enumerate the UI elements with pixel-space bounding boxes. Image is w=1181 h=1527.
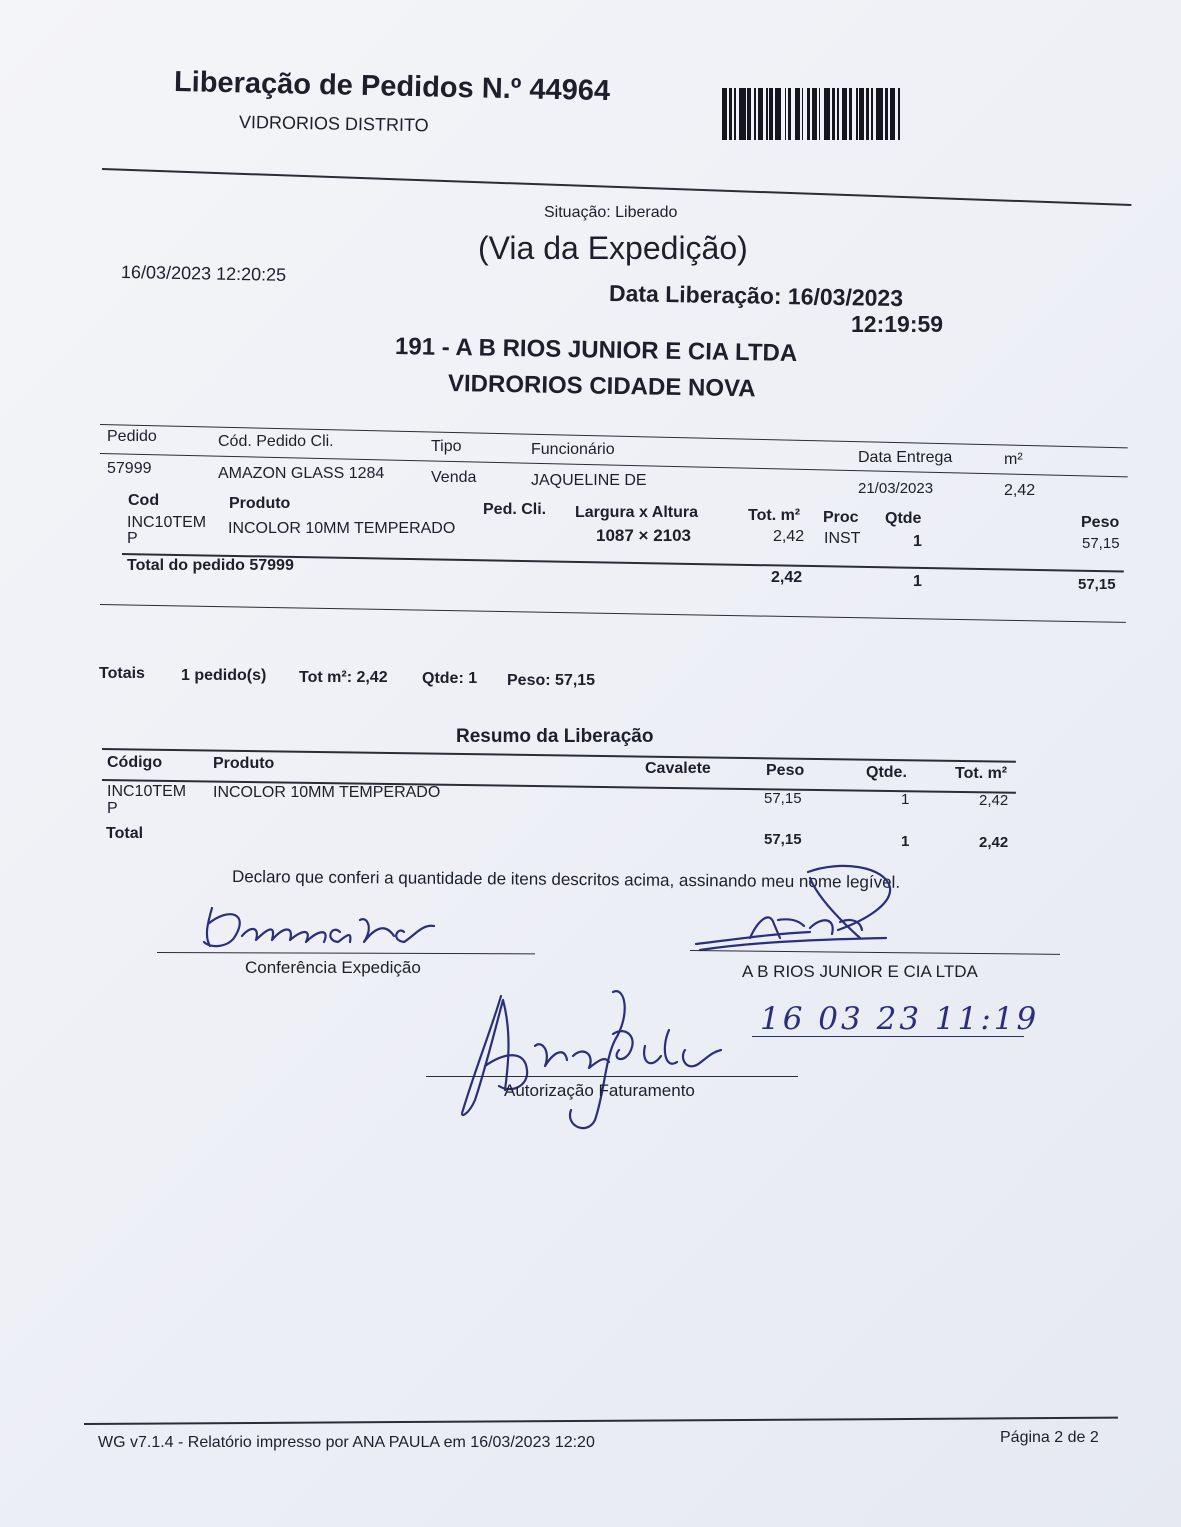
cell-data-entrega: 21/03/2023 <box>858 480 934 497</box>
summary-header-cavalete: Cavalete <box>645 760 711 777</box>
copy-type: (Via da Expedição) <box>478 230 748 266</box>
item-dimensions: 1087 × 2103 <box>596 526 692 545</box>
barcode <box>722 88 902 140</box>
item-tot-m2: 2,42 <box>773 528 805 545</box>
cell-funcionario: JAQUELINE DE <box>531 472 647 489</box>
order-total-qtde: 1 <box>913 573 922 590</box>
item-header-ped-cli: Ped. Cli. <box>483 501 547 518</box>
release-time: 12:19:59 <box>851 311 944 337</box>
cell-tipo: Venda <box>431 469 477 486</box>
totals-label: Totais <box>99 665 145 682</box>
cell-cod-pedido-cli: AMAZON GLASS 1284 <box>218 465 385 482</box>
summary-header-tot-m2: Tot. m² <box>955 765 1008 782</box>
signature-company-mark <box>690 858 910 958</box>
footer-printed-by: WG v7.1.4 - Relatório impresso por ANA PAULA em 16/03/2023 12:20 <box>98 1434 595 1451</box>
declaration-text: Declaro que conferi a quantidade de itens descritos acima, assinando meu nome legível. <box>231 867 901 892</box>
branch-name: VIDRORIOS DISTRITO <box>238 112 429 136</box>
signature-ana-paula <box>455 990 735 1135</box>
col-header-m2: m² <box>1004 451 1023 468</box>
summary-header-peso: Peso <box>766 762 805 779</box>
client-branch: VIDRORIOS CIDADE NOVA <box>447 370 756 403</box>
col-header-cod-pedido-cli: Cód. Pedido Cli. <box>218 433 334 450</box>
summary-total-tot-m2: 2,42 <box>979 834 1009 851</box>
item-header-largura-altura: Largura x Altura <box>575 504 698 521</box>
company-label: A B RIOS JUNIOR E CIA LTDA <box>742 962 978 981</box>
footer-rule <box>84 1417 1118 1425</box>
signature-line-autorizacao <box>426 1076 798 1077</box>
item-header-produto: Produto <box>229 495 291 512</box>
summary-codigo-line1: INC10TEM <box>107 783 187 800</box>
order-total-m2: 2,42 <box>771 569 803 586</box>
summary-header-qtde: Qtde. <box>866 764 907 781</box>
summary-title: Resumo da Liberação <box>456 726 654 747</box>
item-produto: INCOLOR 10MM TEMPERADO <box>228 520 456 537</box>
col-header-pedido: Pedido <box>107 428 157 445</box>
item-header-qtde: Qtde <box>885 510 922 527</box>
order-total-label: Total do pedido 57999 <box>127 557 294 574</box>
summary-tot-m2: 2,42 <box>979 792 1009 809</box>
header-divider <box>102 168 1131 206</box>
item-header-peso: Peso <box>1081 514 1120 531</box>
item-proc: INST <box>824 530 861 547</box>
col-header-data-entrega: Data Entrega <box>858 449 953 466</box>
conferencia-label: Conferência Expedição <box>245 958 421 977</box>
col-header-tipo: Tipo <box>431 438 462 455</box>
document-title: Liberação de Pedidos N.º 44964 <box>173 66 611 108</box>
summary-peso: 57,15 <box>764 790 802 807</box>
totals-m2: Tot m²: 2,42 <box>299 669 388 686</box>
cell-pedido: 57999 <box>107 460 152 477</box>
handwritten-date: 16 03 23 11:19 <box>760 1001 1040 1037</box>
summary-header-codigo: Código <box>107 754 163 771</box>
status-text: Situação: Liberado <box>544 204 678 221</box>
item-header-proc: Proc <box>823 509 859 526</box>
totals-peso: Peso: 57,15 <box>507 672 596 689</box>
signature-leonardo <box>190 896 450 956</box>
cell-m2: 2,42 <box>1004 482 1036 499</box>
totals-qtde: Qtde: 1 <box>422 670 478 687</box>
item-peso: 57,15 <box>1082 535 1120 552</box>
col-header-funcionario: Funcionário <box>531 441 615 458</box>
item-qtde: 1 <box>913 533 922 550</box>
handwritten-date-underline <box>752 1036 1024 1037</box>
summary-total-peso: 57,15 <box>764 831 802 848</box>
order-total-peso: 57,15 <box>1078 576 1116 593</box>
release-date: Data Liberação: 16/03/2023 <box>608 280 904 312</box>
client-name: 191 - A B RIOS JUNIOR E CIA LTDA <box>394 333 798 368</box>
summary-produto: INCOLOR 10MM TEMPERADO <box>213 784 441 801</box>
item-cod-line1: INC10TEM <box>127 514 207 531</box>
summary-header-produto: Produto <box>213 755 275 772</box>
item-header-tot-m2: Tot. m² <box>748 507 801 524</box>
summary-codigo-line2: P <box>107 800 118 817</box>
item-header-cod: Cod <box>128 492 160 509</box>
print-datetime: 16/03/2023 12:20:25 <box>120 262 287 285</box>
table-bottom-rule <box>100 604 1126 623</box>
summary-total-label: Total <box>106 825 144 842</box>
totals-pedidos: 1 pedido(s) <box>181 667 267 684</box>
summary-qtde: 1 <box>901 791 910 808</box>
footer-page-number: Página 2 de 2 <box>1000 1429 1099 1446</box>
item-cod-line2: P <box>127 530 138 547</box>
autorizacao-label: Autorização Faturamento <box>504 1081 695 1100</box>
summary-total-qtde: 1 <box>901 833 910 850</box>
